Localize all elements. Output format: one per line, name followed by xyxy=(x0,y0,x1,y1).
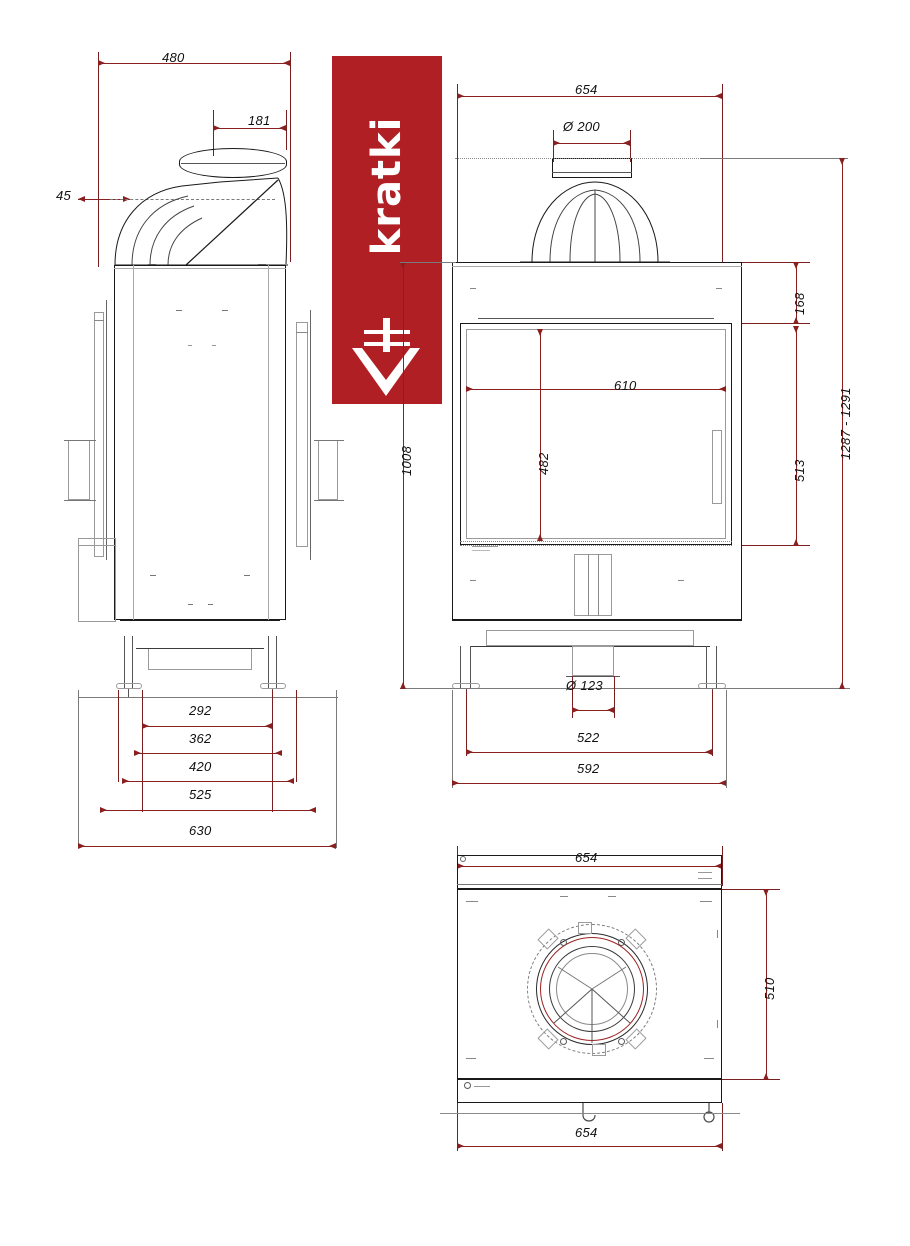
dim-label-630: 630 xyxy=(189,823,212,838)
dim-arrow xyxy=(283,60,290,66)
ext-line xyxy=(700,158,848,159)
ext-line xyxy=(742,323,810,324)
ground-line xyxy=(400,688,850,689)
leg-left xyxy=(124,636,125,688)
foot-stem xyxy=(128,689,129,697)
flue-collar-line xyxy=(552,172,632,173)
ext-line xyxy=(722,1103,723,1151)
dim-label-d200: Ø 200 xyxy=(563,119,600,134)
corner-bolt xyxy=(460,856,466,862)
base-line xyxy=(452,620,742,621)
inner-line xyxy=(452,266,742,267)
ext-line xyxy=(118,690,119,782)
dim-arrow xyxy=(715,93,722,99)
mark xyxy=(598,554,599,616)
dim-arrow xyxy=(719,386,726,392)
mark xyxy=(314,500,344,501)
mark xyxy=(176,310,182,311)
mark xyxy=(704,1058,714,1059)
mark xyxy=(466,1058,476,1059)
mark xyxy=(314,440,344,441)
dim-line-592 xyxy=(452,783,726,784)
dim-arrow xyxy=(452,780,459,786)
dim-arrow xyxy=(457,1143,464,1149)
dim-label-1287-1291: 1287 - 1291 xyxy=(838,387,853,460)
dim-line-482 xyxy=(540,329,541,540)
mark xyxy=(94,320,104,321)
dim-arrow xyxy=(839,158,845,165)
dim-arrow xyxy=(793,539,799,546)
dim-arrow xyxy=(309,807,316,813)
mark xyxy=(608,896,616,897)
mark xyxy=(150,575,156,576)
mark xyxy=(244,575,250,576)
mark xyxy=(700,901,712,902)
ext-line xyxy=(742,262,810,263)
mark xyxy=(474,1086,490,1087)
ext-line xyxy=(286,110,287,150)
mark xyxy=(717,1020,718,1028)
dim-arrow xyxy=(400,682,406,689)
ext-line xyxy=(722,846,723,886)
door-bottom-line xyxy=(460,545,732,546)
dim-arrow xyxy=(763,889,769,896)
dim-arrow xyxy=(466,749,473,755)
base-line xyxy=(120,620,280,621)
mark xyxy=(716,288,722,289)
ext-line xyxy=(712,690,713,756)
dim-label-654-top: 654 xyxy=(575,850,598,865)
hood-outline xyxy=(110,170,300,270)
dim-arrow xyxy=(839,682,845,689)
mark xyxy=(698,872,712,873)
dim-arrow xyxy=(553,140,560,146)
leg-left xyxy=(460,646,461,688)
flue-collar-midline xyxy=(181,163,285,164)
ext-line xyxy=(336,690,337,848)
dim-line-d200 xyxy=(553,143,630,144)
ext-line xyxy=(722,1079,780,1080)
flue-collar-front xyxy=(552,158,632,178)
dim-arrow xyxy=(213,125,220,131)
air-intake-duct xyxy=(572,646,614,676)
mark xyxy=(212,345,216,346)
dim-arrow xyxy=(134,750,141,756)
dim-arrow xyxy=(719,780,726,786)
dim-label-482: 482 xyxy=(536,452,551,475)
lower-bracket xyxy=(78,538,116,622)
mark xyxy=(64,500,96,501)
dim-arrow xyxy=(78,196,85,202)
ext-line xyxy=(614,676,615,718)
ash-pan xyxy=(148,648,252,670)
dim-label-168: 168 xyxy=(792,292,807,315)
dim-arrow xyxy=(763,1073,769,1080)
hood-front-outline xyxy=(520,176,670,264)
body-outline xyxy=(114,265,286,620)
dim-arrow xyxy=(793,326,799,333)
leg-right xyxy=(716,646,717,688)
dim-arrow xyxy=(122,778,129,784)
dim-label-592: 592 xyxy=(577,761,600,776)
mark xyxy=(560,896,568,897)
hinge-left xyxy=(68,440,90,500)
inner-line xyxy=(114,268,286,269)
dim-line-522 xyxy=(466,752,712,753)
ext-line xyxy=(452,690,453,788)
ext-line xyxy=(722,889,780,890)
dim-label-d123: Ø 123 xyxy=(566,678,603,693)
mark xyxy=(466,901,478,902)
dim-line-480 xyxy=(98,63,290,64)
dim-arrow xyxy=(329,843,336,849)
dim-arrow xyxy=(623,140,630,146)
dim-line-630 xyxy=(78,846,336,847)
ext-line xyxy=(400,262,456,263)
dim-line-525 xyxy=(100,810,316,811)
dim-arrow xyxy=(793,317,799,324)
leg-left xyxy=(132,636,133,688)
mark xyxy=(296,332,308,333)
mark xyxy=(208,604,213,605)
front-rail xyxy=(457,1079,722,1103)
mark xyxy=(678,580,684,581)
dim-arrow xyxy=(715,1143,722,1149)
ext-line xyxy=(466,690,467,756)
ext-line xyxy=(296,690,297,782)
dim-line-362 xyxy=(134,753,282,754)
base-frame xyxy=(486,630,694,646)
leg-left xyxy=(470,646,471,688)
dim-arrow xyxy=(466,386,473,392)
mark xyxy=(470,580,476,581)
dim-arrow xyxy=(537,534,543,541)
ext-line xyxy=(722,84,723,262)
dim-arrow xyxy=(537,329,543,336)
dim-label-522: 522 xyxy=(577,730,600,745)
dim-label-510: 510 xyxy=(762,977,777,1000)
glass-edge xyxy=(106,300,107,560)
flue-bolt-pad xyxy=(592,1044,606,1056)
ext-line xyxy=(726,690,727,788)
mark xyxy=(64,440,96,441)
dim-arrow xyxy=(400,262,406,269)
mark xyxy=(472,550,490,551)
foot-right xyxy=(260,683,286,689)
dim-line-420 xyxy=(122,781,294,782)
mark xyxy=(78,545,116,546)
dim-arrow xyxy=(607,707,614,713)
handle-hooks xyxy=(575,1103,725,1127)
ext-line xyxy=(78,690,79,848)
ext-line xyxy=(98,52,99,267)
door-bottom-line xyxy=(460,541,732,542)
duct-flange xyxy=(566,676,620,677)
lift-rail-right xyxy=(296,322,308,547)
ext-line xyxy=(457,84,458,262)
dim-arrow xyxy=(457,93,464,99)
mark xyxy=(588,554,589,616)
ext-line xyxy=(142,690,143,812)
dim-arrow xyxy=(265,723,272,729)
inner-line xyxy=(133,265,134,620)
brand-wordmark xyxy=(332,56,442,316)
ground-line xyxy=(78,697,338,698)
ext-line xyxy=(742,545,810,546)
dim-label-420: 420 xyxy=(189,759,212,774)
dim-line-610 xyxy=(466,389,726,390)
mark xyxy=(717,930,718,938)
brand-name: kratki xyxy=(364,116,410,256)
back-edge xyxy=(310,310,311,560)
door-top-rail xyxy=(478,318,714,319)
dim-arrow xyxy=(100,807,107,813)
dim-label-45: 45 xyxy=(56,188,72,203)
dim-arrow xyxy=(279,125,286,131)
dim-label-513: 513 xyxy=(792,459,807,482)
mark xyxy=(258,264,266,265)
foot-left xyxy=(116,683,142,689)
brand-logo xyxy=(332,56,442,404)
dim-line-181 xyxy=(213,128,286,129)
dim-arrow xyxy=(275,750,282,756)
base-plate xyxy=(136,648,264,649)
dim-line-654-bottom xyxy=(457,1146,722,1147)
dim-label-525: 525 xyxy=(189,787,212,802)
dim-arrow xyxy=(705,749,712,755)
dim-label-480: 480 xyxy=(162,50,185,65)
mark xyxy=(698,878,712,879)
mark xyxy=(188,604,193,605)
dim-label-654-front: 654 xyxy=(575,82,598,97)
dim-arrow xyxy=(142,723,149,729)
mark xyxy=(472,546,498,547)
inner-line xyxy=(268,265,269,620)
dim-label-292: 292 xyxy=(189,703,212,718)
mark xyxy=(188,345,192,346)
chevron-down-icon xyxy=(350,318,424,398)
reference-line xyxy=(440,1113,740,1114)
leg-right xyxy=(268,636,269,688)
bolt xyxy=(464,1082,471,1089)
hinge-right xyxy=(318,440,338,500)
glass-pane xyxy=(466,329,726,539)
dim-arrow xyxy=(572,707,579,713)
mark xyxy=(148,264,156,265)
lift-rail-left xyxy=(94,312,104,557)
mark xyxy=(470,288,476,289)
dim-line-513 xyxy=(796,326,797,545)
dim-label-610: 610 xyxy=(614,378,637,393)
dim-label-654-bottom: 654 xyxy=(575,1125,598,1140)
dim-arrow xyxy=(98,60,105,66)
dim-line-292 xyxy=(142,726,272,727)
dim-arrow xyxy=(793,262,799,269)
dim-arrow xyxy=(78,843,85,849)
leg-right xyxy=(706,646,707,688)
leg-right xyxy=(276,636,277,688)
mark xyxy=(457,884,722,885)
flue-spokes xyxy=(536,933,648,1045)
ext-line xyxy=(272,690,273,812)
dim-label-362: 362 xyxy=(189,731,212,746)
mark xyxy=(222,310,228,311)
dim-label-181: 181 xyxy=(248,113,271,128)
door-handle xyxy=(712,430,722,504)
dim-label-1008: 1008 xyxy=(399,445,414,476)
dim-arrow xyxy=(287,778,294,784)
air-control xyxy=(574,554,612,616)
